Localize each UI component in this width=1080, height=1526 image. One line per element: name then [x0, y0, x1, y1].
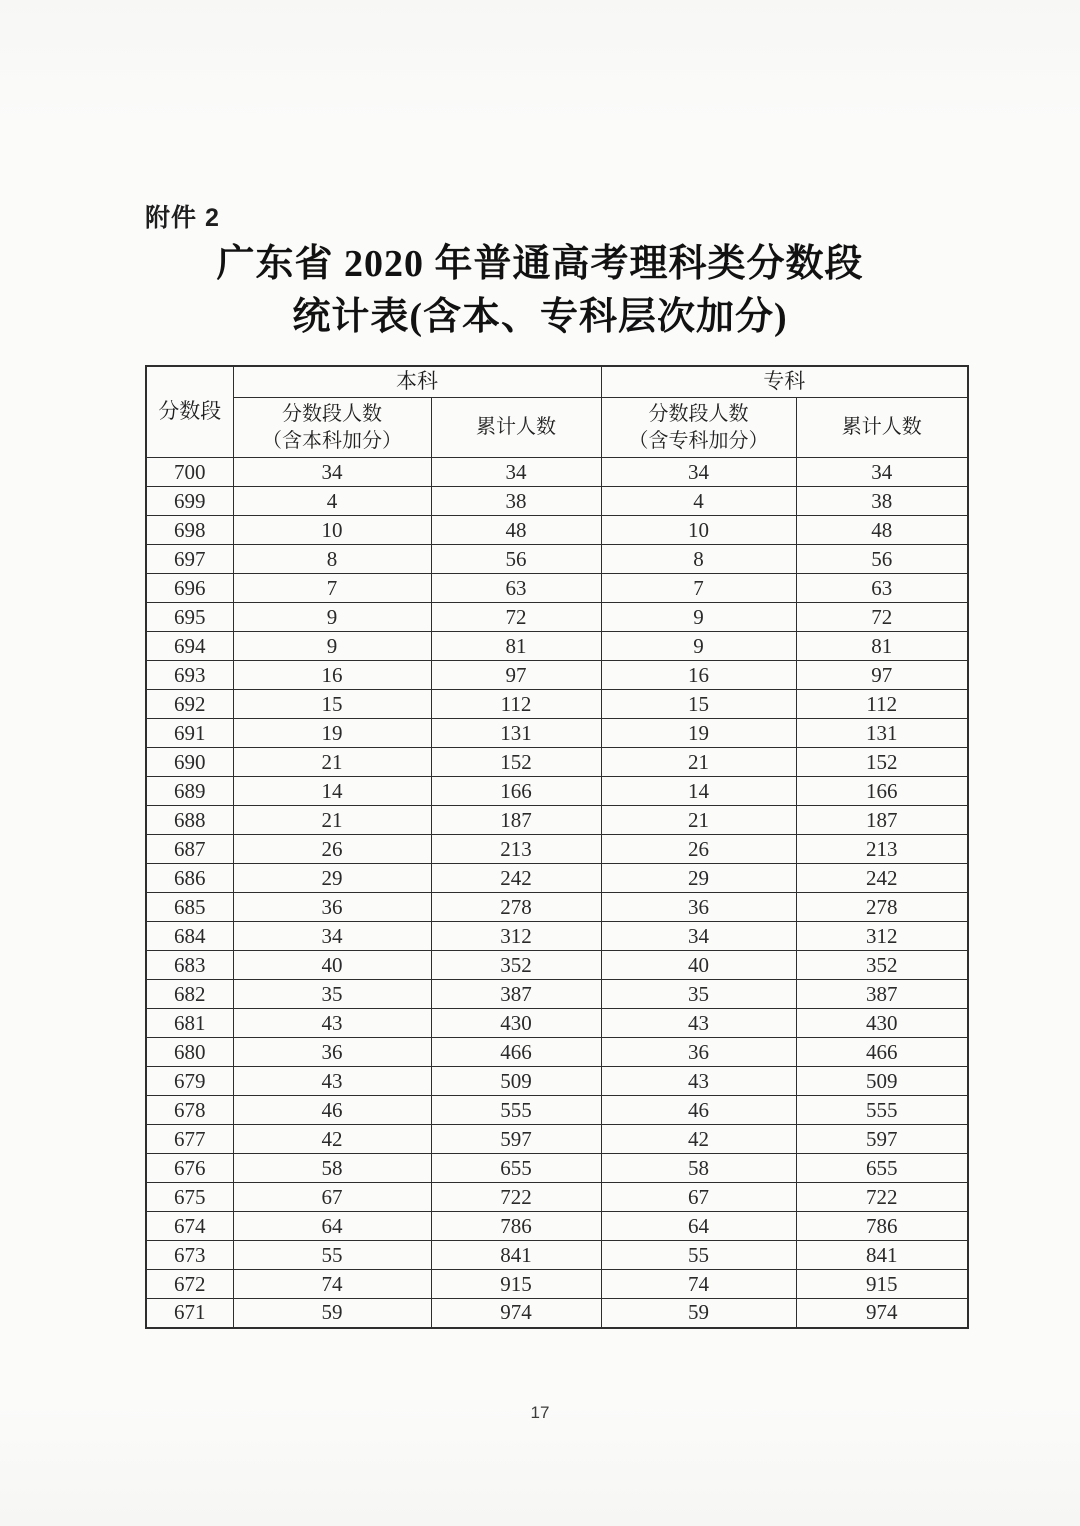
table-row [146, 1038, 968, 1067]
benke-count-cell: 46 [233, 1096, 431, 1125]
score-cell: 700 [146, 458, 233, 487]
benke-count-cell: 29 [233, 864, 431, 893]
zhuanke-cumulative-cell: 597 [796, 1125, 968, 1154]
score-cell: 678 [146, 1096, 233, 1125]
header-score-band: 分数段 [146, 366, 233, 458]
zhuanke-cumulative-cell: 509 [796, 1067, 968, 1096]
score-cell: 676 [146, 1154, 233, 1183]
score-cell: 691 [146, 719, 233, 748]
benke-count-cell: 55 [233, 1241, 431, 1270]
table-row [146, 980, 968, 1009]
table-row [146, 748, 968, 777]
table-row [146, 1212, 968, 1241]
header-benke-count-line-1: 分数段人数 [282, 402, 382, 425]
table-row [146, 1067, 968, 1096]
zhuanke-cumulative-cell: 786 [796, 1212, 968, 1241]
score-cell: 672 [146, 1270, 233, 1299]
score-cell: 674 [146, 1212, 233, 1241]
zhuanke-cumulative-cell: 48 [796, 516, 968, 545]
benke-count-cell: 19 [233, 719, 431, 748]
zhuanke-count-cell: 29 [601, 864, 796, 893]
score-distribution-table [145, 365, 969, 1329]
zhuanke-count-cell: 43 [601, 1009, 796, 1038]
benke-count-cell: 9 [233, 603, 431, 632]
benke-cumulative-cell: 312 [431, 922, 601, 951]
zhuanke-count-cell: 19 [601, 719, 796, 748]
zhuanke-count-cell: 8 [601, 545, 796, 574]
benke-cumulative-cell: 63 [431, 574, 601, 603]
benke-count-cell: 9 [233, 632, 431, 661]
benke-cumulative-cell: 131 [431, 719, 601, 748]
zhuanke-cumulative-cell: 466 [796, 1038, 968, 1067]
benke-cumulative-cell: 166 [431, 777, 601, 806]
zhuanke-count-cell: 4 [601, 487, 796, 516]
zhuanke-count-cell: 9 [601, 603, 796, 632]
table-row [146, 806, 968, 835]
benke-cumulative-cell: 242 [431, 864, 601, 893]
benke-cumulative-cell: 974 [431, 1299, 601, 1328]
zhuanke-count-cell: 16 [601, 661, 796, 690]
zhuanke-count-cell: 9 [601, 632, 796, 661]
benke-count-cell: 14 [233, 777, 431, 806]
header-zhuanke-cumulative: 累计人数 [796, 398, 968, 458]
zhuanke-cumulative-cell: 112 [796, 690, 968, 719]
benke-count-cell: 21 [233, 748, 431, 777]
zhuanke-count-cell: 7 [601, 574, 796, 603]
zhuanke-count-cell: 42 [601, 1125, 796, 1154]
table-row [146, 864, 968, 893]
zhuanke-count-cell: 40 [601, 951, 796, 980]
zhuanke-cumulative-cell: 555 [796, 1096, 968, 1125]
benke-count-cell: 43 [233, 1067, 431, 1096]
zhuanke-cumulative-cell: 387 [796, 980, 968, 1009]
zhuanke-cumulative-cell: 242 [796, 864, 968, 893]
table-sub-header-row [146, 398, 968, 458]
benke-cumulative-cell: 48 [431, 516, 601, 545]
zhuanke-cumulative-cell: 915 [796, 1270, 968, 1299]
zhuanke-count-cell: 64 [601, 1212, 796, 1241]
zhuanke-count-cell: 67 [601, 1183, 796, 1212]
score-cell: 673 [146, 1241, 233, 1270]
attachment-label: 附件 2 [145, 204, 220, 232]
benke-count-cell: 4 [233, 487, 431, 516]
header-zhuanke-count-line-1: 分数段人数 [648, 402, 749, 425]
benke-cumulative-cell: 466 [431, 1038, 601, 1067]
zhuanke-cumulative-cell: 72 [796, 603, 968, 632]
zhuanke-count-cell: 34 [601, 458, 796, 487]
table-row [146, 777, 968, 806]
benke-count-cell: 10 [233, 516, 431, 545]
score-cell: 698 [146, 516, 233, 545]
table-row [146, 1154, 968, 1183]
benke-count-cell: 16 [233, 661, 431, 690]
zhuanke-cumulative-cell: 187 [796, 806, 968, 835]
table-row [146, 661, 968, 690]
benke-cumulative-cell: 352 [431, 951, 601, 980]
zhuanke-count-cell: 10 [601, 516, 796, 545]
benke-count-cell: 8 [233, 545, 431, 574]
table-body [146, 458, 968, 1328]
zhuanke-count-cell: 36 [601, 893, 796, 922]
benke-cumulative-cell: 213 [431, 835, 601, 864]
zhuanke-cumulative-cell: 352 [796, 951, 968, 980]
page-title-line-1: 广东省 2020 年普通高考理科类分数段 [216, 243, 864, 285]
zhuanke-cumulative-cell: 34 [796, 458, 968, 487]
score-cell: 682 [146, 980, 233, 1009]
page-title-line-2: 统计表(含本、专科层次加分) [292, 296, 788, 338]
zhuanke-cumulative-cell: 131 [796, 719, 968, 748]
score-cell: 687 [146, 835, 233, 864]
score-cell: 689 [146, 777, 233, 806]
score-cell: 684 [146, 922, 233, 951]
zhuanke-count-cell: 34 [601, 922, 796, 951]
score-cell: 699 [146, 487, 233, 516]
zhuanke-count-cell: 55 [601, 1241, 796, 1270]
table-row [146, 545, 968, 574]
benke-count-cell: 36 [233, 893, 431, 922]
score-cell: 685 [146, 893, 233, 922]
score-cell: 688 [146, 806, 233, 835]
header-zhuanke-count [601, 398, 796, 458]
table-row [146, 690, 968, 719]
zhuanke-cumulative-cell: 97 [796, 661, 968, 690]
benke-cumulative-cell: 81 [431, 632, 601, 661]
table-row [146, 1183, 968, 1212]
table-row [146, 1299, 968, 1328]
zhuanke-cumulative-cell: 213 [796, 835, 968, 864]
benke-cumulative-cell: 38 [431, 487, 601, 516]
table-row [146, 835, 968, 864]
page-number: 17 [530, 1403, 550, 1422]
benke-count-cell: 42 [233, 1125, 431, 1154]
header-zhuanke-count-line-2: （含专科加分） [628, 429, 769, 452]
table-row [146, 458, 968, 487]
benke-count-cell: 34 [233, 458, 431, 487]
benke-cumulative-cell: 97 [431, 661, 601, 690]
table-row [146, 1270, 968, 1299]
benke-count-cell: 26 [233, 835, 431, 864]
table-row [146, 487, 968, 516]
table-group-header-row [146, 366, 968, 398]
zhuanke-cumulative-cell: 38 [796, 487, 968, 516]
zhuanke-cumulative-cell: 278 [796, 893, 968, 922]
zhuanke-count-cell: 58 [601, 1154, 796, 1183]
zhuanke-count-cell: 35 [601, 980, 796, 1009]
zhuanke-cumulative-cell: 81 [796, 632, 968, 661]
benke-cumulative-cell: 655 [431, 1154, 601, 1183]
zhuanke-count-cell: 74 [601, 1270, 796, 1299]
benke-count-cell: 7 [233, 574, 431, 603]
score-cell: 680 [146, 1038, 233, 1067]
table-row [146, 922, 968, 951]
table-row [146, 603, 968, 632]
zhuanke-cumulative-cell: 152 [796, 748, 968, 777]
score-cell: 695 [146, 603, 233, 632]
zhuanke-cumulative-cell: 430 [796, 1009, 968, 1038]
table-row [146, 632, 968, 661]
score-cell: 697 [146, 545, 233, 574]
benke-cumulative-cell: 112 [431, 690, 601, 719]
header-benke-count-line-2: （含本科加分） [262, 429, 402, 452]
benke-cumulative-cell: 56 [431, 545, 601, 574]
zhuanke-cumulative-cell: 166 [796, 777, 968, 806]
table-row [146, 574, 968, 603]
benke-count-cell: 34 [233, 922, 431, 951]
table-row [146, 719, 968, 748]
benke-cumulative-cell: 786 [431, 1212, 601, 1241]
score-cell: 679 [146, 1067, 233, 1096]
zhuanke-count-cell: 59 [601, 1299, 796, 1328]
zhuanke-count-cell: 21 [601, 748, 796, 777]
table-row [146, 1125, 968, 1154]
benke-cumulative-cell: 72 [431, 603, 601, 632]
zhuanke-cumulative-cell: 974 [796, 1299, 968, 1328]
benke-cumulative-cell: 555 [431, 1096, 601, 1125]
zhuanke-cumulative-cell: 722 [796, 1183, 968, 1212]
benke-cumulative-cell: 722 [431, 1183, 601, 1212]
table-row [146, 893, 968, 922]
page-title [0, 238, 1080, 344]
zhuanke-count-cell: 26 [601, 835, 796, 864]
benke-count-cell: 36 [233, 1038, 431, 1067]
benke-count-cell: 67 [233, 1183, 431, 1212]
score-cell: 681 [146, 1009, 233, 1038]
zhuanke-count-cell: 46 [601, 1096, 796, 1125]
table-row [146, 516, 968, 545]
table-row [146, 1009, 968, 1038]
table-header [146, 366, 968, 458]
score-cell: 696 [146, 574, 233, 603]
benke-cumulative-cell: 387 [431, 980, 601, 1009]
header-benke-count [233, 398, 431, 458]
benke-cumulative-cell: 34 [431, 458, 601, 487]
benke-cumulative-cell: 915 [431, 1270, 601, 1299]
header-benke-group: 本科 [233, 366, 601, 398]
zhuanke-count-cell: 15 [601, 690, 796, 719]
benke-count-cell: 15 [233, 690, 431, 719]
benke-cumulative-cell: 509 [431, 1067, 601, 1096]
zhuanke-count-cell: 14 [601, 777, 796, 806]
zhuanke-count-cell: 43 [601, 1067, 796, 1096]
benke-cumulative-cell: 597 [431, 1125, 601, 1154]
table-row [146, 951, 968, 980]
benke-count-cell: 21 [233, 806, 431, 835]
score-cell: 686 [146, 864, 233, 893]
score-cell: 683 [146, 951, 233, 980]
benke-cumulative-cell: 152 [431, 748, 601, 777]
table-row [146, 1241, 968, 1270]
benke-count-cell: 35 [233, 980, 431, 1009]
benke-cumulative-cell: 187 [431, 806, 601, 835]
score-cell: 693 [146, 661, 233, 690]
benke-count-cell: 59 [233, 1299, 431, 1328]
score-cell: 671 [146, 1299, 233, 1328]
zhuanke-cumulative-cell: 312 [796, 922, 968, 951]
benke-count-cell: 58 [233, 1154, 431, 1183]
benke-count-cell: 40 [233, 951, 431, 980]
score-cell: 690 [146, 748, 233, 777]
score-cell: 694 [146, 632, 233, 661]
score-cell: 692 [146, 690, 233, 719]
benke-count-cell: 74 [233, 1270, 431, 1299]
score-cell: 675 [146, 1183, 233, 1212]
header-benke-cumulative: 累计人数 [431, 398, 601, 458]
benke-cumulative-cell: 278 [431, 893, 601, 922]
zhuanke-count-cell: 21 [601, 806, 796, 835]
benke-count-cell: 64 [233, 1212, 431, 1241]
zhuanke-count-cell: 36 [601, 1038, 796, 1067]
benke-cumulative-cell: 430 [431, 1009, 601, 1038]
zhuanke-cumulative-cell: 841 [796, 1241, 968, 1270]
header-zhuanke-group: 专科 [601, 366, 968, 398]
benke-count-cell: 43 [233, 1009, 431, 1038]
benke-cumulative-cell: 841 [431, 1241, 601, 1270]
zhuanke-cumulative-cell: 56 [796, 545, 968, 574]
zhuanke-cumulative-cell: 63 [796, 574, 968, 603]
zhuanke-cumulative-cell: 655 [796, 1154, 968, 1183]
score-cell: 677 [146, 1125, 233, 1154]
table-row [146, 1096, 968, 1125]
